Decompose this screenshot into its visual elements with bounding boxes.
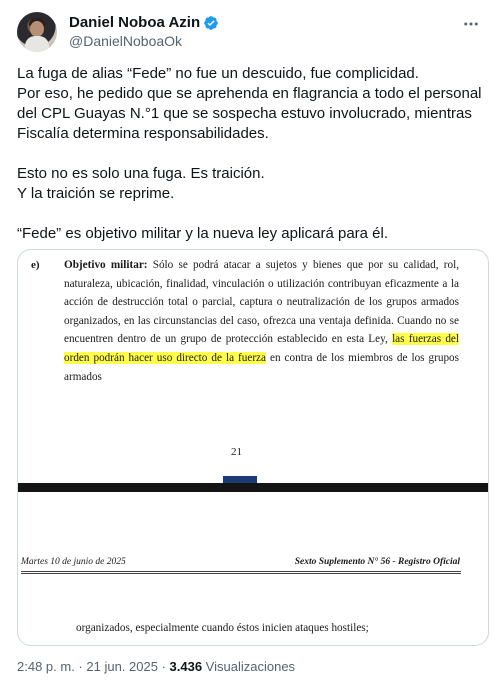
item-label: e) bbox=[31, 259, 40, 271]
tweet-time[interactable]: 2:48 p. m. bbox=[17, 659, 75, 674]
verified-badge-icon bbox=[203, 15, 219, 31]
document-paragraph bbox=[64, 256, 459, 386]
tweet-date[interactable]: 21 jun. 2025 bbox=[86, 659, 158, 674]
tweet-paragraph: Esto no es solo una fuga. Es traición. Y la traición se reprime. bbox=[17, 165, 265, 202]
more-options-icon[interactable] bbox=[461, 14, 481, 34]
footer-rule bbox=[21, 573, 461, 574]
attached-document-image[interactable] bbox=[17, 249, 489, 646]
tweet-meta bbox=[17, 659, 295, 674]
tweet-paragraph: “Fede” es objetivo militar y la nueva ley aplicará para él. bbox=[17, 225, 389, 242]
avatar[interactable] bbox=[17, 12, 57, 52]
author-name-row[interactable] bbox=[69, 14, 219, 31]
meta-separator: · bbox=[157, 659, 170, 674]
highlighted-text: las fuerzas del orden podrán hacer uso directo de la fuerza bbox=[64, 333, 460, 364]
views-count: 3.436 bbox=[169, 659, 203, 674]
page-number: 21 bbox=[231, 446, 242, 458]
tweet-header bbox=[17, 12, 487, 52]
tweet-text bbox=[17, 64, 487, 264]
continuation-text: organizados, especialmente cuando éstos inicien ataques hostiles; bbox=[76, 622, 369, 634]
page-divider bbox=[18, 483, 489, 492]
meta-separator: · bbox=[74, 659, 87, 674]
footer-publication: Sexto Suplemento N° 56 - Registro Oficial bbox=[294, 557, 460, 567]
footer-rule bbox=[21, 571, 461, 572]
author-display-name[interactable]: Daniel Noboa Azin bbox=[69, 14, 201, 31]
page-tab-marker bbox=[223, 476, 257, 483]
footer-date: Martes 10 de junio de 2025 bbox=[21, 557, 126, 567]
document-text-after: en contra de los miembros de los grupos armados bbox=[64, 351, 459, 383]
tweet-paragraph: La fuga de alias “Fede” no fue un descuido, fue complicidad. Por eso, he pedido que se aprehenda en flagrancia a todo el personal del CPL Guayas N.°1 que se sospecha estuvo involucrado, mientras Fiscalía determina responsabilidades. bbox=[17, 65, 482, 142]
views-label: Visualizaciones bbox=[202, 659, 296, 674]
document-term: Objetivo militar: bbox=[64, 259, 148, 271]
document-text: Sólo se podrá atacar a sujetos y bienes que por su calidad, rol, naturaleza, ubicación, finalidad, vinculación o utilización contribuyan eficazmente a la acción de destrucción total o parcial, captura o neutralización de los grupos armados organizados, en las circunstancias del caso, ofrezca una ventaja definida. Cuando no se encuentren dentro de un grupo de protección establecido en esta Ley, bbox=[64, 259, 459, 346]
author-handle[interactable]: @DanielNoboaOk bbox=[69, 33, 183, 49]
